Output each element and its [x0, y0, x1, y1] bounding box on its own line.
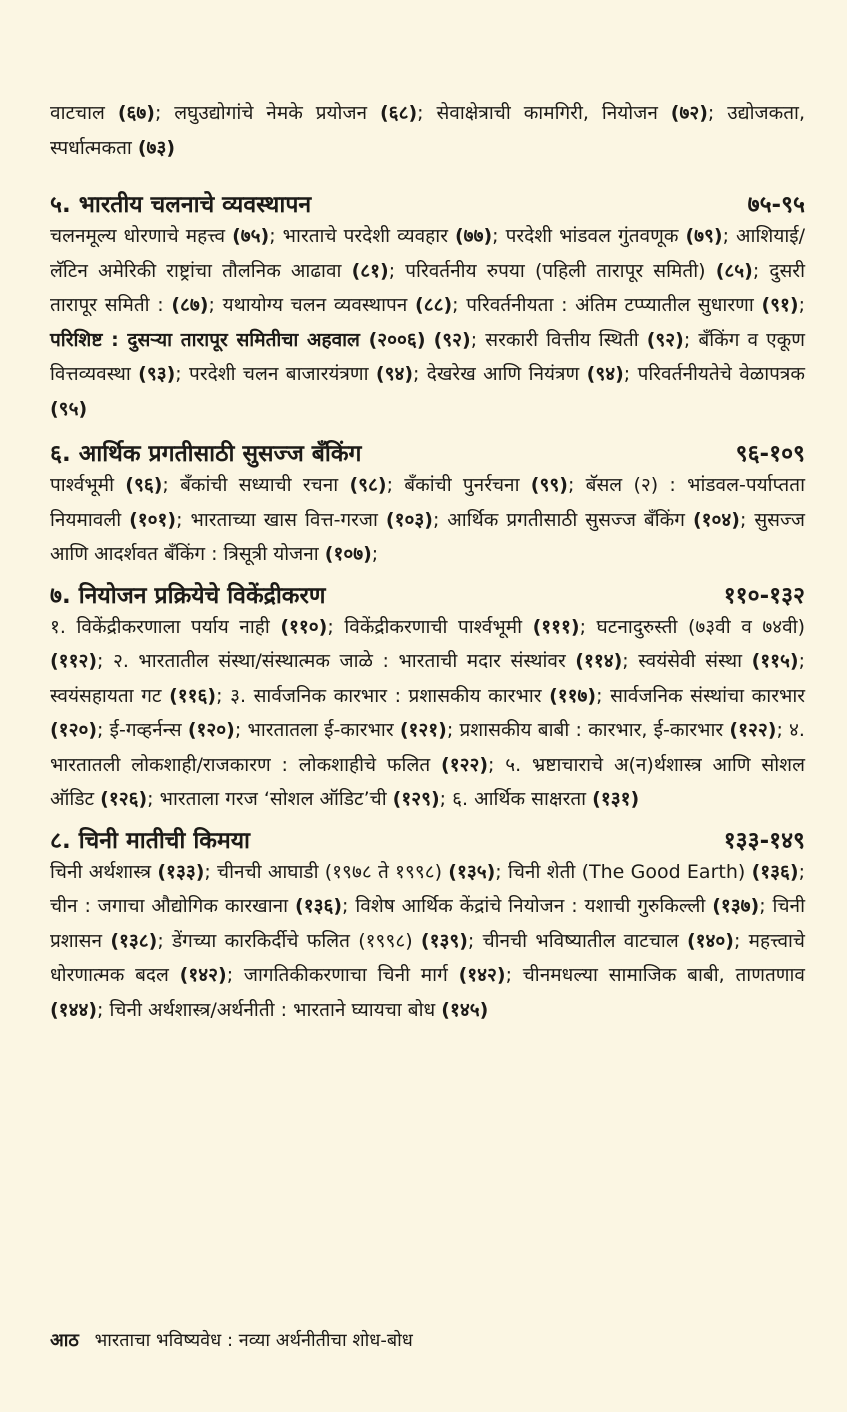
- chapter-heading-8: [50, 823, 805, 855]
- page-reference: (१२१): [399, 719, 447, 741]
- entry-text: ; ४. भारतातली लोकशाही/राजकारण : लोकशाहीचे फलित: [50, 719, 805, 776]
- entry-text: १. विकेंद्रीकरणाला पर्याय नाही: [50, 615, 281, 638]
- page-reference: (१४२): [179, 964, 227, 986]
- page-reference: (९८): [349, 474, 387, 496]
- page-reference: (७३): [137, 136, 176, 159]
- page-reference: (९३): [138, 363, 176, 385]
- entry-text: ; सार्वजनिक संस्थांचा कारभार: [596, 684, 806, 707]
- entry-text: ; बँकिंग व एकूण वित्तव्यवस्था: [50, 328, 805, 385]
- page-reference: (६८): [380, 102, 418, 124]
- entry-text: ; परिवर्तनीय रुपया (पहिली तारापूर समिती): [388, 259, 716, 282]
- chapter-page-range: ७५-९५: [747, 192, 805, 218]
- page-reference: (७२): [670, 102, 708, 124]
- entry-text: ; भारताचे परदेशी व्यवहार: [269, 225, 455, 247]
- entry-text: ; आशियाई/लॅटिन अमेरिकी राष्ट्रांचा तौलनिक आढावा: [50, 225, 805, 282]
- entry-text: ; यथायोग्य चलन व्यवस्थापन: [208, 294, 416, 316]
- entry-text: ; परिवर्तनीयतेचे वेळापत्रक: [623, 363, 805, 385]
- entry-text: ; चीनची भविष्यातील वाटचाल: [467, 929, 687, 952]
- entry-text: ; परदेशी भांडवल गुंतवणूक: [492, 225, 686, 247]
- page-reference: (९४): [586, 363, 624, 385]
- chapter-7-contents: [50, 610, 805, 817]
- entry-text: ; ५. भ्रष्टाचाराचे अ(न)र्थशास्त्र आणि सोशल ऑडिट: [50, 753, 805, 810]
- entry-text: ; चिनी प्रशासन: [50, 895, 805, 952]
- page-reference: (१३६): [751, 860, 799, 883]
- entry-text: ; लघुउद्योगांचे नेमके प्रयोजन: [154, 102, 380, 124]
- entry-text: ; बँकांची पुनर्रचना: [386, 474, 531, 496]
- entry-text: ; स्वयंसहायता गट: [50, 650, 805, 707]
- entry-text: ; बँकांची सध्याची रचना: [162, 474, 350, 496]
- page-reference: (९५): [50, 397, 88, 420]
- entry-text: ; २. भारतातील संस्था/संस्थात्मक जाळे : भारताची मदार संस्थांवर: [97, 650, 576, 672]
- entry-text: ; चीनची आघाडी (१९७८ ते १९९८): [204, 860, 449, 883]
- entry-text: ; सरकारी वित्तीय स्थिती: [470, 328, 647, 351]
- page-reference: (९२): [646, 328, 684, 351]
- page-reference: (१३७): [712, 895, 760, 917]
- page-number: आठ: [50, 1330, 79, 1351]
- page-reference: (११०): [280, 615, 328, 638]
- page-reference: (१४०): [686, 929, 734, 952]
- entry-text: ; ३. सार्वजनिक कारभार : प्रशासकीय कारभार: [216, 684, 550, 707]
- entry-text: ; परिवर्तनीयता : अंतिम टप्प्यातील सुधारणा: [452, 294, 762, 316]
- chapter-title: ६. आर्थिक प्रगतीसाठी सुसज्ज बँकिंग: [50, 441, 362, 467]
- chapter-heading-6: [50, 436, 805, 468]
- chapter-title: ५. भारतीय चलनाचे व्यवस्थापन: [50, 192, 312, 218]
- entry-text: ; महत्त्वाचे धोरणात्मक बदल: [50, 929, 806, 986]
- chapter-title: ७. नियोजन प्रक्रियेचे विकेंद्रीकरण: [50, 582, 326, 609]
- book-title: भारताचा भविष्यवेध : नव्या अर्थनीतीचा शोध-बोध: [94, 1330, 413, 1351]
- page-reference: (९१): [761, 294, 799, 316]
- page-reference: (१२०): [187, 719, 235, 741]
- page-reference: (१११): [532, 615, 580, 638]
- page-reference: (१२२): [729, 719, 777, 741]
- page-reference: (११६): [169, 684, 217, 707]
- chapter-heading-7: [50, 578, 805, 610]
- entry-text: ; सेवाक्षेत्राची कामगिरी, नियोजन: [417, 102, 671, 124]
- page-reference: (१२२): [441, 753, 489, 776]
- page-reference: (९२): [433, 328, 471, 351]
- chapter-page-range: १३३-१४९: [723, 827, 805, 854]
- page-reference: (१०३): [385, 508, 433, 531]
- page-reference: (१०७): [324, 543, 372, 565]
- entry-text: ; प्रशासकीय बाबी : कारभार, ई-कारभार: [446, 719, 730, 741]
- entry-text: ; उद्योजकता, स्पर्धात्मकता: [50, 102, 806, 159]
- entry-text: [426, 329, 434, 351]
- chapter-title: ८. चिनी मातीची किमया: [50, 827, 251, 854]
- page-reference: (१३८): [110, 929, 158, 952]
- page-reference: (९६): [125, 474, 163, 496]
- entry-text: ; ६. आर्थिक साक्षरता: [439, 788, 593, 810]
- page-reference: (१४२): [458, 964, 506, 986]
- page-reference: (१२०): [50, 719, 98, 741]
- entry-text: चिनी अर्थशास्त्र: [50, 860, 158, 883]
- entry-text: ; ई-गव्हर्नन्स: [97, 719, 188, 741]
- chapter-5-contents: [50, 219, 805, 426]
- page-reference: (१४५): [441, 998, 489, 1021]
- page-reference: (८८): [415, 294, 453, 316]
- entry-text: ; विशेष आर्थिक केंद्रांचे नियोजन : यशाची गुरुकिल्ली: [342, 895, 713, 917]
- entry-text: ; भारतातला ई-कारभार: [234, 719, 400, 741]
- entry-text: वाटचाल: [50, 102, 118, 124]
- page-reference: (६७): [117, 102, 155, 124]
- page-reference: (७९): [685, 225, 723, 247]
- entry-text: ;: [798, 294, 805, 316]
- page-reference: (७७): [455, 225, 493, 247]
- page-reference: (११४): [575, 650, 623, 672]
- chapter-6-contents: [50, 468, 805, 572]
- entry-text: ; घटनादुरुस्ती (७३वी व ७४वी): [579, 615, 806, 638]
- entry-text: ; चीनमधल्या सामाजिक बाबी, ताणतणाव: [505, 964, 806, 986]
- page-reference: (१०४): [692, 508, 740, 531]
- page-reference: (८५): [715, 259, 753, 282]
- toc-continuation-paragraph: [50, 96, 805, 165]
- running-footer: [50, 1328, 413, 1352]
- page-reference: (११७): [549, 684, 597, 707]
- entry-text: ;: [371, 543, 379, 565]
- entry-text: ; आर्थिक प्रगतीसाठी सुसज्ज बँकिंग: [432, 508, 693, 531]
- page-reference: (१३९): [420, 929, 468, 952]
- page-reference: (१३६): [295, 895, 343, 917]
- page-reference: (८१): [351, 259, 389, 282]
- page-reference: (७५): [232, 225, 270, 247]
- page-reference: (१४४): [50, 998, 98, 1021]
- entry-text: ; सुसज्ज आणि आदर्शवत बँकिंग : त्रिसूत्री योजना: [50, 508, 805, 565]
- entry-text: ; देखरेख आणि नियंत्रण: [413, 363, 587, 385]
- page-reference: (१३३): [157, 860, 205, 883]
- entry-text: ; विकेंद्रीकरणाची पार्श्वभूमी: [327, 615, 533, 638]
- entry-text: ; चीन : जगाचा औद्योगिक कारखाना: [50, 860, 805, 917]
- chapter-heading-5: [50, 187, 805, 219]
- entry-text: ; परदेशी चलन बाजारयंत्रणा: [175, 363, 376, 385]
- entry-text: ; डेंगच्या कारकिर्दीचे फलित (१९९८): [157, 929, 421, 952]
- chapter-page-range: ११०-१३२: [723, 582, 805, 609]
- page-reference: (११५): [751, 650, 799, 672]
- page-reference: (११२): [50, 650, 98, 672]
- entry-text: ; चिनी शेती (The Good Earth): [495, 860, 752, 883]
- page-reference: (१०१): [129, 508, 177, 531]
- chapter-8-contents: [50, 855, 805, 1028]
- entry-text: ; दुसरी तारापूर समिती :: [50, 259, 805, 316]
- page-reference: (१२६): [100, 788, 148, 810]
- page-reference: (८७): [171, 294, 209, 316]
- chapter-page-range: ९६-१०९: [735, 441, 805, 467]
- entry-text: ; चिनी अर्थशास्त्र/अर्थनीती : भारताने घ्यायचा बोध: [97, 998, 442, 1021]
- entry-text: पार्श्वभूमी: [50, 474, 126, 496]
- page-reference: (१२९): [392, 788, 440, 810]
- entry-text: ; भारताच्या खास वित्त-गरजा: [176, 508, 386, 531]
- entry-text: ; जागतिकीकरणाचा चिनी मार्ग: [226, 964, 459, 986]
- page-reference: (१३१): [592, 788, 640, 810]
- page-reference: (९९): [530, 474, 568, 496]
- entry-text: ; भारताला गरज ‘सोशल ऑडिट’ची: [147, 788, 393, 810]
- entry-text: ; बॅसल (२) : भांडवल-पर्याप्तता नियमावली: [50, 474, 806, 531]
- entry-text: ; स्वयंसेवी संस्था: [622, 650, 752, 672]
- page-reference: (९४): [375, 363, 414, 385]
- page-reference: परिशिष्ट : दुसऱ्या तारापूर समितीचा अहवाल (२००६): [50, 328, 426, 351]
- page-reference: (१३५): [448, 860, 496, 883]
- entry-text: चलनमूल्य धोरणाचे महत्त्व: [50, 225, 233, 247]
